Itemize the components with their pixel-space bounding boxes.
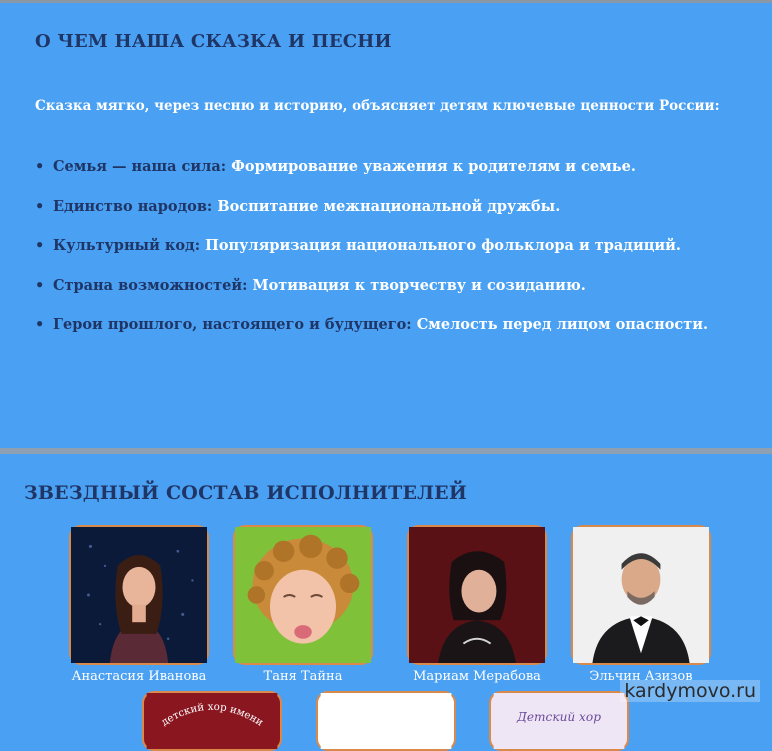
- values-list: [35, 158, 708, 356]
- performer-photo[interactable]: [69, 525, 209, 665]
- list-item: [35, 198, 708, 238]
- cast-title: ЗВЕЗДНЫЙ СОСТАВ ИСПОЛНИТЕЛЕЙ: [24, 482, 467, 504]
- bullet-icon: •: [35, 276, 45, 294]
- value-term: Культурный код:: [53, 237, 201, 254]
- list-item: [35, 316, 708, 356]
- performer-name: Мариам Мерабова: [413, 669, 541, 684]
- list-item: [35, 158, 708, 198]
- choir-logo-image: [318, 693, 454, 749]
- story-title: О ЧЕМ НАША СКАЗКА И ПЕСНИ: [35, 31, 392, 52]
- watermark: kardymovo.ru: [620, 680, 760, 702]
- value-term: Семья — наша сила:: [53, 158, 227, 175]
- choir-card-text: Детский хор: [517, 710, 601, 724]
- value-term: Единство народов:: [53, 197, 213, 215]
- portrait-image: [235, 527, 371, 663]
- value-desc: Популяризация национального фольклора и традиций.: [205, 237, 681, 254]
- list-item: [35, 237, 708, 277]
- story-section: [0, 3, 772, 448]
- performer-photo[interactable]: [407, 525, 547, 665]
- choir-logo-image: [144, 693, 280, 749]
- value-desc: Смелость перед лицом опасности.: [416, 316, 709, 333]
- choir-card-text: детский хор имени: [159, 700, 266, 729]
- story-intro: Сказка мягко, через песню и историю, объясняет детям ключевые ценности России:: [35, 98, 720, 114]
- choir-card[interactable]: [489, 691, 629, 751]
- value-desc: Мотивация к творчеству и созиданию.: [252, 276, 586, 294]
- performer-name: Эльчин Азизов: [589, 669, 693, 684]
- cast-section: [0, 454, 772, 729]
- performer-photo[interactable]: [233, 525, 373, 665]
- performer-name: Анастасия Иванова: [71, 669, 207, 684]
- portrait-image: [573, 527, 709, 663]
- list-item: [35, 277, 708, 317]
- portrait-image: [409, 527, 545, 663]
- value-desc: Воспитание межнациональной дружбы.: [217, 197, 561, 215]
- value-term: Страна возможностей:: [53, 276, 248, 294]
- value-desc: Формирование уважения к родителям и семье.: [231, 158, 636, 175]
- choir-logo-image: [491, 693, 627, 749]
- choir-card[interactable]: [316, 691, 456, 751]
- bullet-icon: •: [35, 158, 45, 175]
- value-term: Герои прошлого, настоящего и будущего:: [53, 316, 412, 333]
- performer-name: Таня Тайна: [263, 669, 343, 684]
- bullet-icon: •: [35, 197, 45, 215]
- portrait-image: [71, 527, 207, 663]
- bullet-icon: •: [35, 316, 45, 333]
- performer-photo[interactable]: [571, 525, 711, 665]
- bullet-icon: •: [35, 237, 45, 254]
- choir-card[interactable]: [142, 691, 282, 751]
